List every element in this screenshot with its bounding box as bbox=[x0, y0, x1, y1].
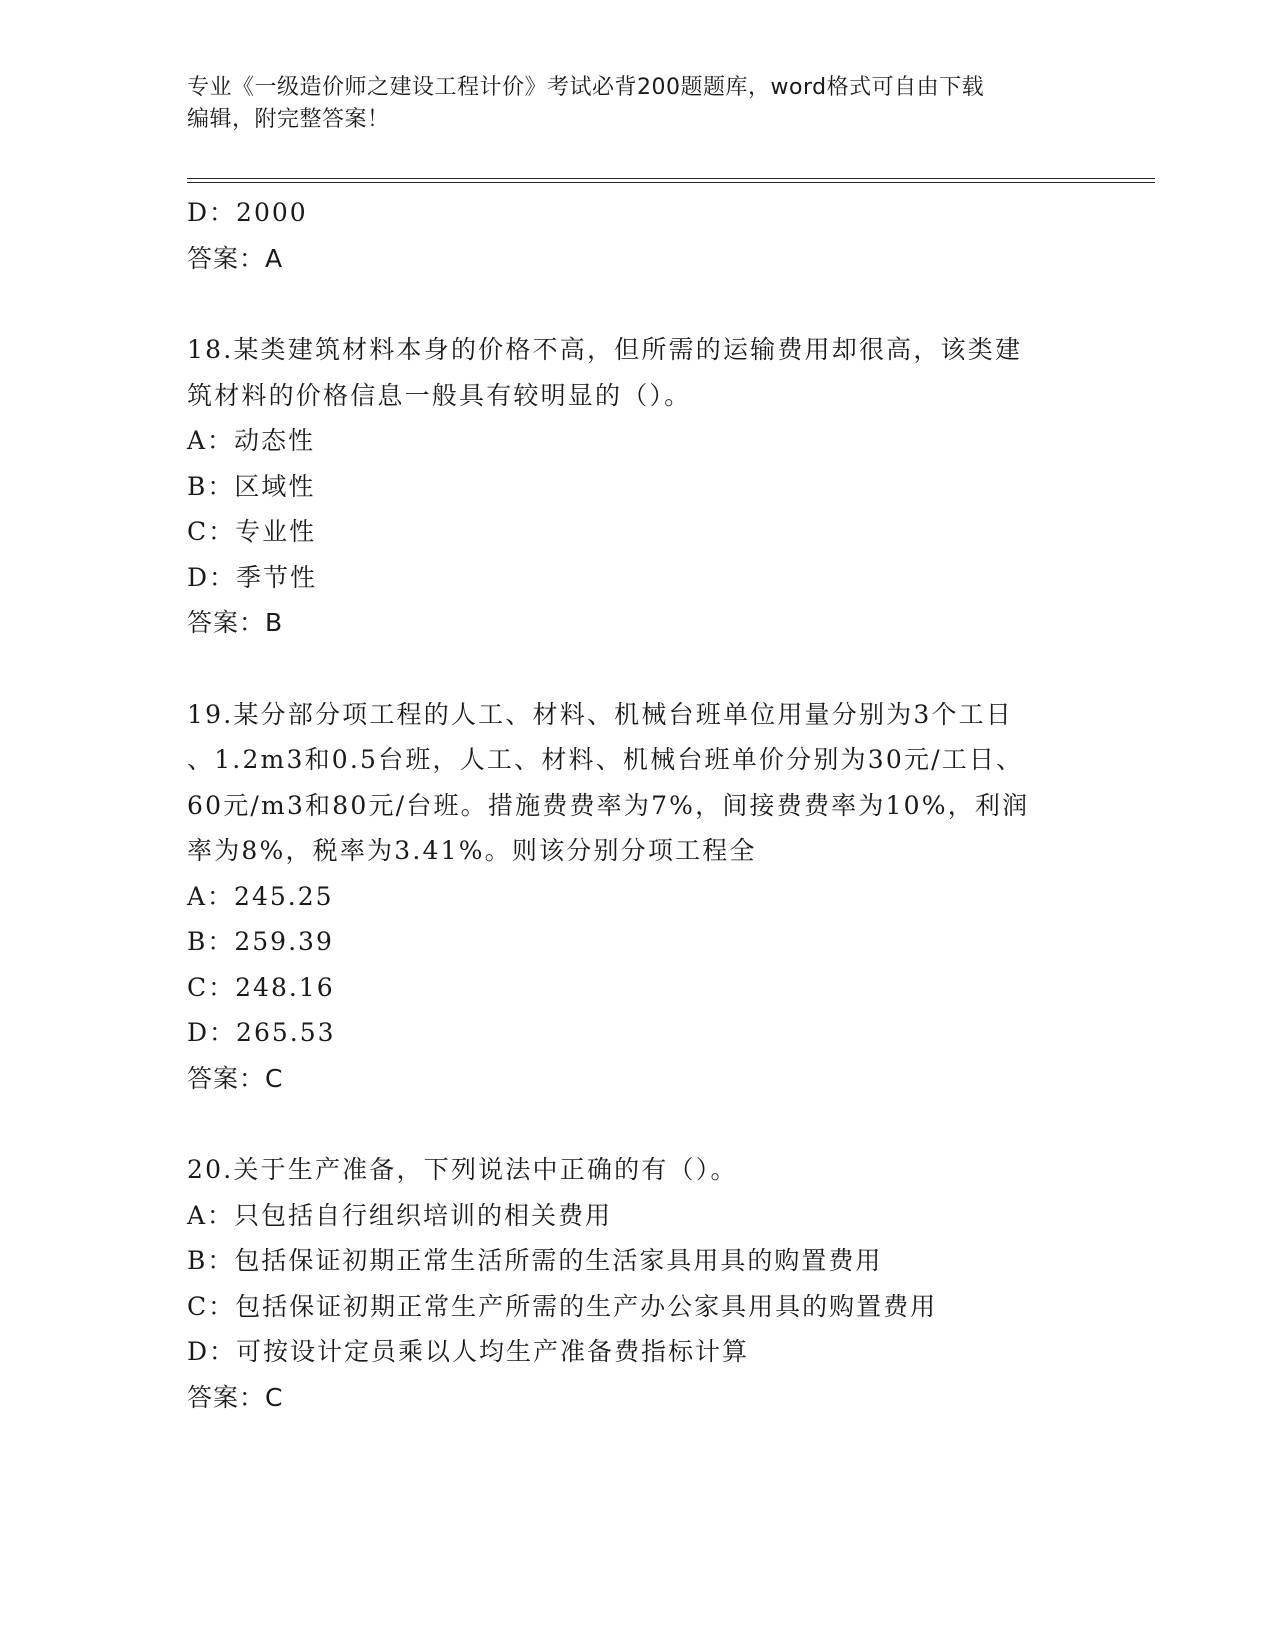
spacer bbox=[187, 1101, 1087, 1147]
option-a: A：动态性 bbox=[187, 426, 316, 455]
option-b: B：区域性 bbox=[187, 471, 316, 501]
question-18 bbox=[187, 327, 1087, 646]
option-a: A：245.25 bbox=[187, 881, 334, 911]
answer-line: 答案：C bbox=[187, 1063, 284, 1093]
option-b: B：包括保证初期正常生活所需的生活家具用具的购置费用 bbox=[187, 1246, 883, 1275]
question-20 bbox=[187, 1147, 1087, 1420]
question-stem-line: 20.关于生产准备，下列说法中正确的有（）。 bbox=[187, 1155, 738, 1184]
option-b: B：259.39 bbox=[187, 927, 334, 956]
question-stem-line: 、1.2m3和0.5台班，人工、材料、机械台班单价分别为30元/工日、 bbox=[187, 745, 1024, 774]
option-c: C：包括保证初期正常生产所需的生产办公家具用具的购置费用 bbox=[187, 1291, 938, 1321]
option-c: C：248.16 bbox=[187, 972, 335, 1002]
document-body bbox=[187, 190, 1087, 1420]
question-stem-line: 18.某类建筑材料本身的价格不高，但所需的运输费用却很高，该类建 bbox=[187, 335, 1023, 364]
header-double-rule bbox=[187, 178, 1155, 183]
question-19 bbox=[187, 692, 1087, 1102]
option-d: D：季节性 bbox=[187, 562, 318, 592]
question-stem-line: 筑材料的价格信息一般具有较明显的（）。 bbox=[187, 380, 692, 410]
option-d: D：可按设计定员乘以人均生产准备费指标计算 bbox=[187, 1337, 750, 1366]
page-header bbox=[187, 72, 1087, 136]
option-c: C：专业性 bbox=[187, 517, 317, 546]
option-a: A：只包括自行组织培训的相关费用 bbox=[187, 1200, 613, 1230]
question-stem-line: 60元/m3和80元/台班。措施费费率为7%，间接费费率为10%，利润 bbox=[187, 790, 1030, 820]
option-d: D：2000 bbox=[187, 198, 308, 227]
spacer bbox=[187, 281, 1087, 327]
question-stem-line: 率为8%，税率为3.41%。则该分别分项工程全 bbox=[187, 836, 757, 865]
answer-line: 答案：A bbox=[187, 243, 284, 273]
answer-line: 答案：B bbox=[187, 608, 284, 637]
header-line-2: 编辑，附完整答案！ bbox=[187, 107, 390, 132]
question-stem-line: 19.某分部分项工程的人工、材料、机械台班单位用量分别为3个工日 bbox=[187, 699, 1014, 729]
previous-question-tail bbox=[187, 190, 1087, 281]
option-d: D：265.53 bbox=[187, 1018, 336, 1047]
spacer bbox=[187, 646, 1087, 692]
header-line-1: 专业《一级造价师之建设工程计价》考试必背200题题库，word格式可自由下载 bbox=[187, 75, 985, 100]
answer-line: 答案：C bbox=[187, 1382, 284, 1412]
